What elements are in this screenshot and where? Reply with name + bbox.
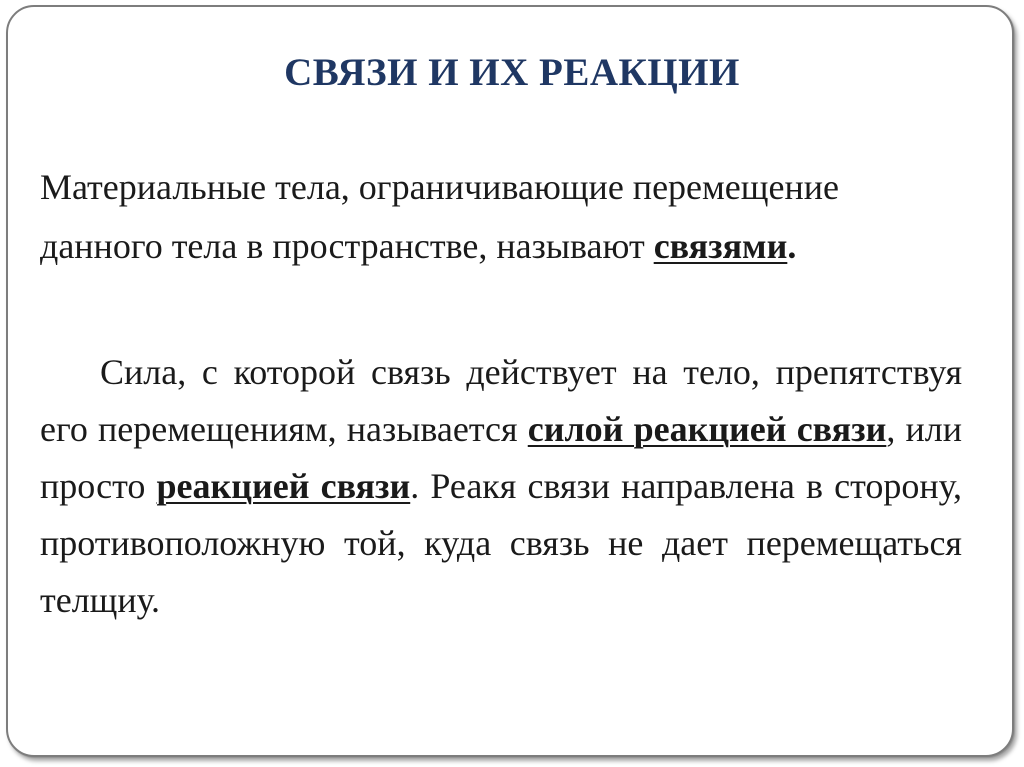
definition-paragraph-reaction [40, 344, 962, 629]
paragraph2-text-2: , или просто [40, 409, 962, 506]
term-links: связями [653, 226, 788, 266]
slide-title: СВЯЗИ И ИХ РЕАКЦИИ [284, 51, 740, 94]
paragraph1-end: . [787, 226, 797, 266]
term-reaction-force: силой реакцией связи [527, 409, 887, 449]
term-reaction: реакцией связи [156, 466, 411, 506]
definition-paragraph-links [40, 158, 940, 276]
paragraph2-text-3: . Реакя связи направлена в сторону, противоположную той, куда связь не дает перемещаться телщиу. [40, 466, 962, 620]
paragraph2-text-1: Сила, с которой связь действует на тело, препятствуя его перемещениям, называется [40, 352, 962, 449]
paragraph1-text: Материальные тела, ограничивающие перемещение данного тела в пространстве, называют [40, 167, 839, 266]
